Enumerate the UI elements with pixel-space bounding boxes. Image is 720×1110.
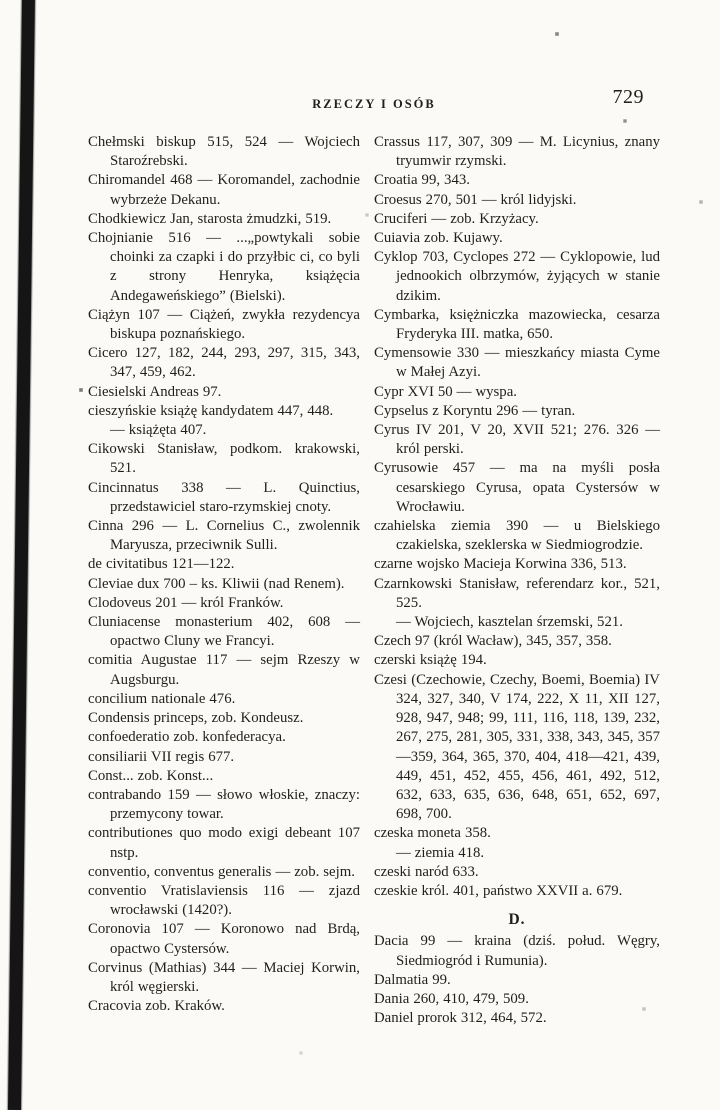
index-entry: czeskie król. 401, państwo XXVII a. 679. [374,882,623,899]
index-entry: Condensis princeps, zob. Kondeusz. [88,710,304,727]
index-entry: Const... zob. Konst... [88,767,214,784]
index-entry: Ciesielski Andreas 97. [88,383,222,400]
index-entry: Cuiavia zob. Kujawy. [374,230,503,247]
index-entry: Czarnkowski Stanisław, referendarz kor., 521, 525. [374,575,660,611]
index-entry: Corvinus (Mathias) 344 — Maciej Korwin, król węgierski. [88,959,360,995]
index-subentry: — Wojciech, kasztelan śrzemski, 521. [396,614,623,631]
index-subentry: — książęta 407. [110,422,207,439]
index-entry: Croatia 99, 343. [374,172,470,189]
index-entry: Cracovia zob. Kraków. [88,998,225,1015]
running-header-title: RZECZY I OSÓB [312,97,436,111]
index-entry: Clodoveus 201 — król Franków. [88,594,284,611]
index-entry: Chojnianie 516 — ...„powtykali sobie choinki za czapki i do przyłbic ci, co byli z strony Henryka, książęcia Andegaweńskiego” (Bielski). [88,230,360,304]
scan-speckles [0,0,2,2]
index-column-right [374,133,660,1028]
index-entry: Chodkiewicz Jan, starosta żmudzki, 519. [88,210,332,227]
index-entry: conventio, conventus generalis — zob. sejm. [88,863,355,880]
index-entry: czarne wojsko Macieja Korwina 336, 513. [374,556,627,573]
index-column-left [88,133,360,1016]
section-letter: D. [508,911,526,929]
index-entry: Dalmatia 99. [374,971,451,988]
index-entry: de civitatibus 121—122. [88,556,235,573]
index-entry: Chełmski biskup 515, 524 — Wojciech Staroźrebski. [88,134,360,170]
index-entry: cieszyńskie książę kandydatem 447, 448. [88,402,334,419]
index-entry: Coronovia 107 — Koronowo nad Brdą, opactwo Cystersów. [88,921,360,957]
index-entry: consiliarii VII regis 677. [88,748,235,765]
index-entry: Cyrus IV 201, V 20, XVII 521; 276. 326 — król perski. [374,422,660,458]
index-entry: contributiones quo modo exigi debeant 107 nstp. [88,825,360,861]
index-subentry: — ziemia 418. [396,844,485,861]
page-content [88,88,660,1028]
index-entry: czahielska ziemia 390 — u Bielskiego czakielska, szeklerska w Siedmiogrodzie. [374,518,660,554]
index-entry: Croesus 270, 501 — król lidyjski. [374,191,577,208]
index-entry: conventio Vratislaviensis 116 — zjazd wrocławski (1420?). [88,882,360,919]
index-entry: Crassus 117, 307, 309 — M. Licynius, znany tryumwir rzymski. [374,134,660,170]
index-entry: Cyklop 703, Cyclopes 272 — Cyklopowie, lud jednookich olbrzymów, żyjących w stanie dzikim. [374,249,660,304]
index-entry: Cruciferi — zob. Krzyżacy. [374,210,539,227]
index-entry: czerski książę 194. [374,652,487,669]
index-entry: Czech 97 (król Wacław), 345, 357, 358. [374,633,612,650]
index-entry: Cypselus z Koryntu 296 — tyran. [374,402,576,419]
index-entry: Cikowski Stanisław, podkom. krakowski, 521. [88,441,360,477]
index-entry: Cincinnatus 338 — L. Quinctius, przedstawiciel staro-rzymskiej cnoty. [88,479,360,515]
index-entry: Cypr XVI 50 — wyspa. [374,383,517,400]
index-entry: Ciążyn 107 — Ciążeń, zwykła rezydencya biskupa poznańskiego. [88,306,360,343]
index-entry: Cleviae dux 700 – ks. Kliwii (nad Renem). [88,575,345,592]
index-entry: czeska moneta 358. [374,825,491,842]
index-entry: Dacia 99 — kraina (dziś. połud. Węgry, Siedmiogród i Rumunia). [374,933,660,969]
index-entry: Cicero 127, 182, 244, 293, 297, 315, 343, 347, 459, 462. [88,345,360,381]
index-entry: Dania 260, 410, 479, 509. [374,990,529,1007]
scan-gutter-bar [8,0,35,1110]
index-columns [88,133,660,1028]
index-entry: Cluniacense monasterium 402, 608 — opactwo Cluny we Francyi. [88,614,360,650]
index-entry: concilium nationale 476. [88,690,236,707]
index-entry: confoederatio zob. konfederacya. [88,729,286,746]
index-entry: comitia Augustae 117 — sejm Rzeszy w Augsburgu. [88,652,360,688]
running-header [88,88,660,118]
index-entry: Daniel prorok 312, 464, 572. [374,1010,547,1027]
index-entry: Cinna 296 — L. Cornelius C., zwolennik Maryusza, przeciwnik Sulli. [88,518,360,554]
index-entry: Cymensowie 330 — mieszkańcy miasta Cyme w Małej Azyi. [374,345,660,381]
index-entry: Czesi (Czechowie, Czechy, Boemi, Boemia) IV 324, 327, 340, V 174, 222, X 11, XII 127, 928, 947, 948; 99, 111, 116, 118, 139, 232, 267, 275, 281, 305, 331, 338, 343, 345, 357—359, 364, 365, 370, 404, 418—421, 439, 449, 451, 452, 455, 456, 461, 492, 512, 632, 633, 635, 636, 648, 651, 652, 697, 698, 700. [374,671,660,823]
index-entry: czeski naród 633. [374,863,479,880]
page-number: 729 [612,86,644,108]
index-entry: Cymbarka, księżniczka mazowiecka, cesarza Fryderyka III. matka, 650. [374,306,660,343]
index-entry: Chiromandel 468 — Koromandel, zachodnie wybrzeże Dekanu. [88,172,360,208]
index-entry: Cyrusowie 457 — ma na myśli posła cesarskiego Cyrusa, opata Cystersów w Wrocławiu. [374,460,660,515]
index-entry: contrabando 159 — słowo włoskie, znaczy: przemycony towar. [88,786,360,823]
